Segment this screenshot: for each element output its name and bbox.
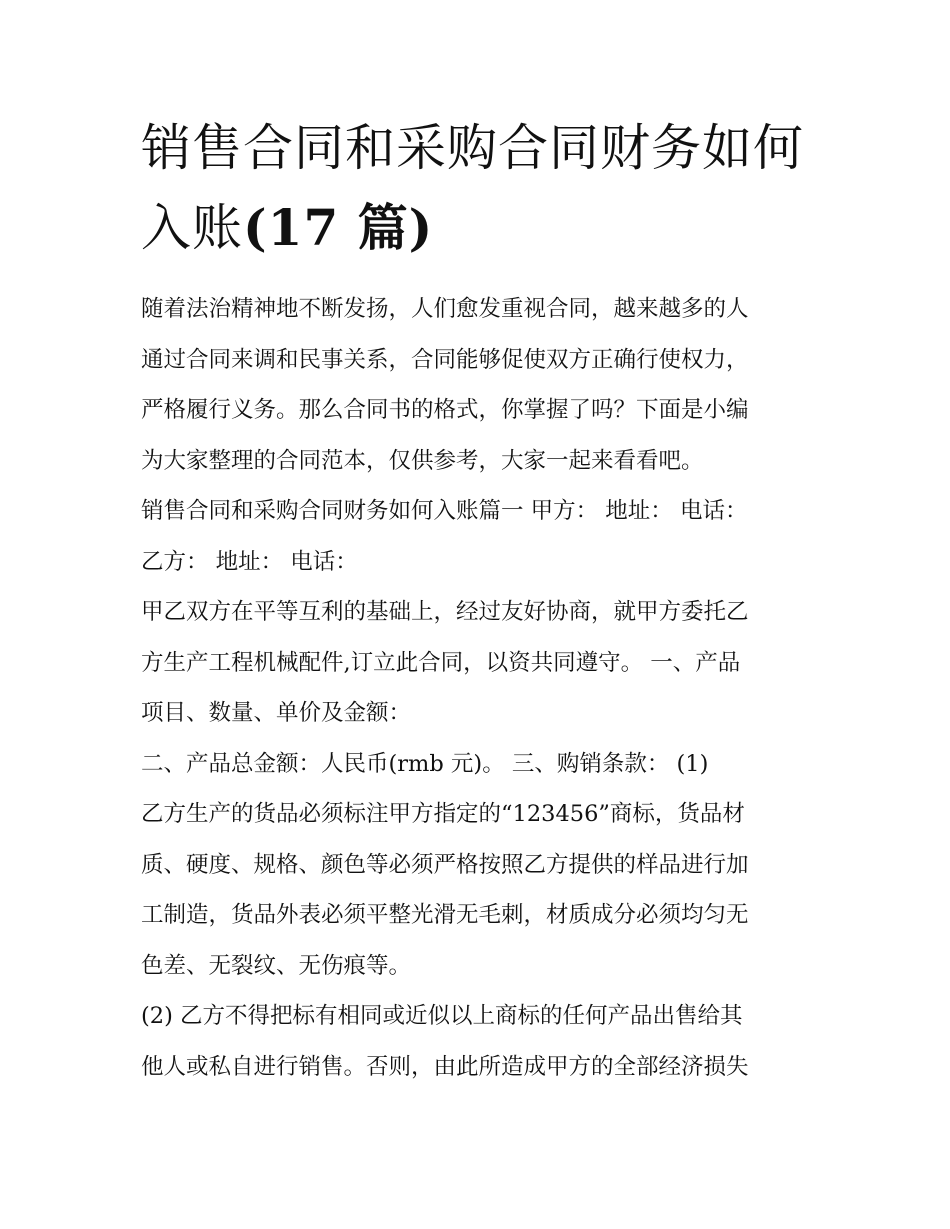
body-line: 严格履行义务。那么合同书的格式，你掌握了吗？下面是小编 — [141, 397, 749, 423]
document-title — [141, 108, 813, 268]
title-prefix: 入账 — [141, 199, 243, 257]
title-line-2 — [141, 188, 813, 268]
body-line: 为大家整理的合同范本，仅供参考，大家一起来看看吧。 — [141, 447, 704, 474]
body-line: 甲乙双方在平等互利的基础上，经过友好协商，就甲方委托乙 — [141, 599, 749, 625]
body-line: 他人或私自进行销售。否则，由此所造成甲方的全部经济损失 — [141, 1053, 749, 1080]
body-line: 质、硬度、规格、颜色等必须严格按照乙方提供的样品进行加 — [141, 851, 749, 878]
body-line: 通过合同来调和民事关系，合同能够促使双方正确行使权力， — [141, 346, 749, 373]
body-line: 色差、无裂纹、无伤痕等。 — [141, 952, 412, 979]
document-body — [141, 284, 813, 1092]
title-line-1: 销售合同和采购合同财务如何 — [141, 119, 804, 177]
body-line: 工制造，货品外表必须平整光滑无毛刺，材质成分必须均匀无 — [141, 902, 749, 928]
section-heading-line: 销售合同和采购合同财务如何入账篇一 甲方： 地址： 电话： — [141, 498, 748, 524]
body-line: 随着法治精神地不断发扬，人们愈发重视合同，越来越多的人 — [141, 296, 749, 322]
body-line: (2) 乙方不得把标有相同或近似以上商标的任何产品出售给其 — [141, 1003, 743, 1029]
title-count: (17 篇) — [243, 198, 434, 257]
document-page — [141, 108, 813, 1092]
body-line: 项目、数量、单价及金额： — [141, 700, 412, 726]
body-line: 乙方： 地址： 电话： — [141, 548, 358, 575]
body-line: 方生产工程机械配件,订立此合同，以资共同遵守。 一、产品 — [141, 649, 741, 676]
body-line: 二、产品总金额：人民币(rmb 元)。 三、购销条款： (1) — [141, 750, 709, 777]
body-line: 乙方生产的货品必须标注甲方指定的“123456”商标，货品材 — [141, 801, 745, 827]
